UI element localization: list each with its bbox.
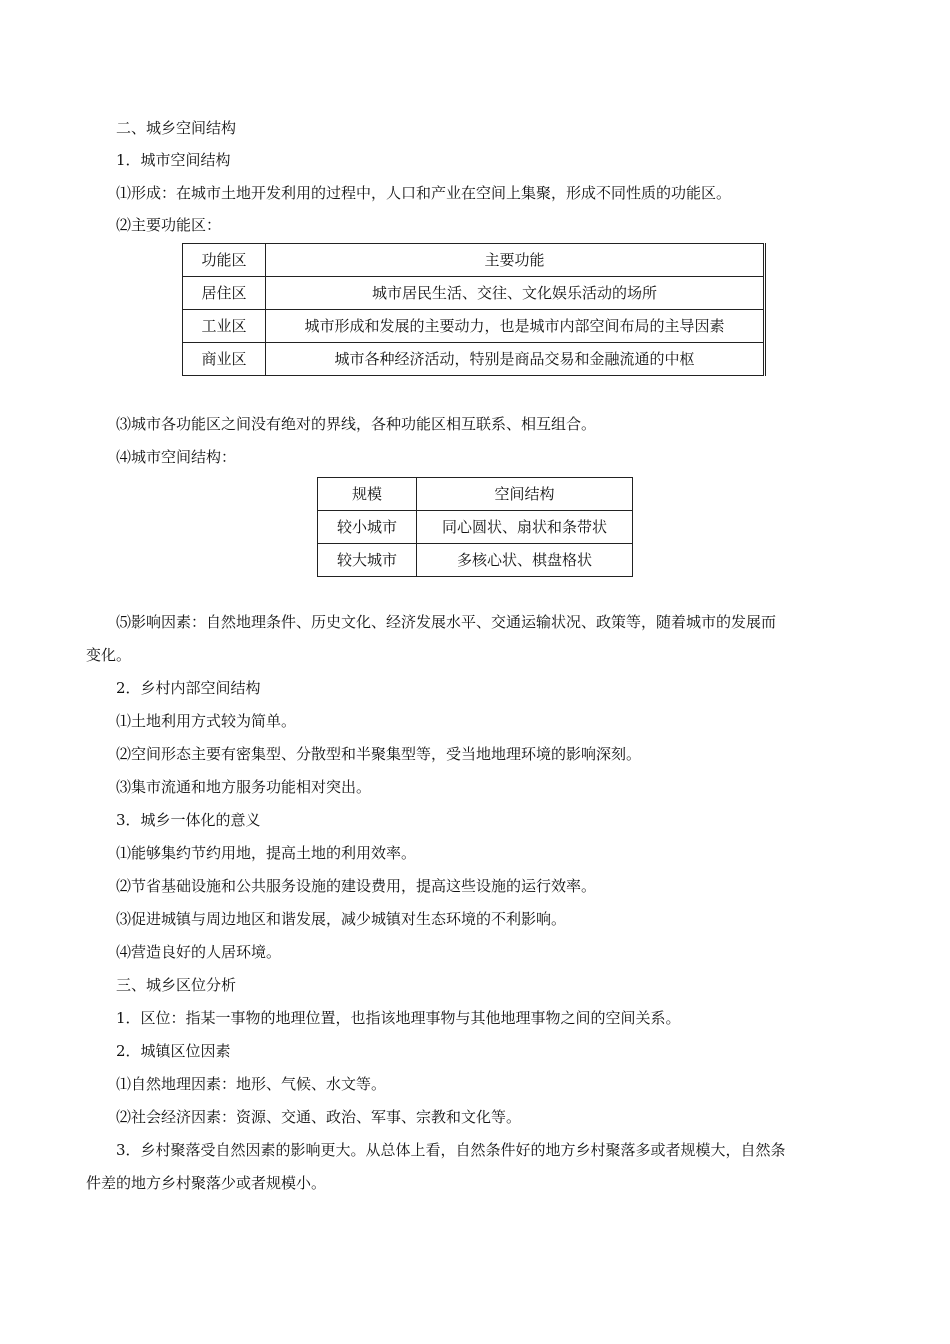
- table-cell: 较大城市: [318, 544, 417, 577]
- table-cell: 多核心状、棋盘格状: [417, 544, 633, 577]
- paragraph: ⑵社会经济因素：资源、交通、政治、军事、宗教和文化等。: [116, 1108, 522, 1126]
- table-row: [183, 343, 765, 376]
- sub-heading: 1．城市空间结构: [116, 151, 231, 169]
- table-cell: 城市居民生活、交往、文化娱乐活动的场所: [266, 277, 765, 310]
- table-cell: 同心圆状、扇状和条带状: [417, 511, 633, 544]
- table-header-cell: 主要功能: [266, 244, 765, 277]
- sub-heading: 2．城镇区位因素: [116, 1042, 231, 1060]
- paragraph: 3．乡村聚落受自然因素的影响更大。从总体上看，自然条件好的地方乡村聚落多或者规模大，自然条: [116, 1141, 786, 1159]
- paragraph: ⑵主要功能区：: [116, 216, 222, 234]
- sub-heading: 3．城乡一体化的意义: [116, 811, 261, 829]
- table-cell: 商业区: [183, 343, 266, 376]
- table-cell: 居住区: [183, 277, 266, 310]
- paragraph: 1．区位：指某一事物的地理位置，也指该地理事物与其他地理事物之间的空间关系。: [116, 1009, 681, 1027]
- table-row: [183, 277, 765, 310]
- table-row: [318, 478, 633, 511]
- table-header-cell: 空间结构: [417, 478, 633, 511]
- table-header-cell: 规模: [318, 478, 417, 511]
- paragraph: ⑶集市流通和地方服务功能相对突出。: [116, 778, 372, 796]
- paragraph: ⑴能够集约节约用地，提高土地的利用效率。: [116, 844, 417, 862]
- table-row: [183, 310, 765, 343]
- table-row: [318, 544, 633, 577]
- paragraph: ⑸影响因素：自然地理条件、历史文化、经济发展水平、交通运输状况、政策等，随着城市的发展而: [116, 613, 777, 631]
- paragraph: ⑶促进城镇与周边地区和谐发展，减少城镇对生态环境的不利影响。: [116, 910, 567, 928]
- table-cell: 城市形成和发展的主要动力，也是城市内部空间布局的主导因素: [266, 310, 765, 343]
- paragraph-continuation: 变化。: [86, 646, 132, 664]
- paragraph: ⑴形成：在城市土地开发利用的过程中，人口和产业在空间上集聚，形成不同性质的功能区。: [116, 184, 732, 202]
- table-cell: 工业区: [183, 310, 266, 343]
- paragraph: ⑵节省基础设施和公共服务设施的建设费用，提高这些设施的运行效率。: [116, 877, 597, 895]
- table-cell: 较小城市: [318, 511, 417, 544]
- section-heading: 三、城乡区位分析: [116, 976, 237, 994]
- paragraph: ⑴自然地理因素：地形、气候、水文等。: [116, 1075, 387, 1093]
- paragraph-continuation: 件差的地方乡村聚落少或者规模小。: [86, 1174, 327, 1192]
- city-structure-table: [317, 477, 633, 577]
- section-heading: 二、城乡空间结构: [116, 119, 237, 137]
- sub-heading: 2．乡村内部空间结构: [116, 679, 261, 697]
- table-row: [183, 244, 765, 277]
- table-cell: 城市各种经济活动，特别是商品交易和金融流通的中枢: [266, 343, 765, 376]
- paragraph: ⑴土地利用方式较为简单。: [116, 712, 297, 730]
- table-header-cell: 功能区: [183, 244, 266, 277]
- paragraph: ⑵空间形态主要有密集型、分散型和半聚集型等，受当地地理环境的影响深刻。: [116, 745, 642, 763]
- function-zone-table: [182, 243, 766, 376]
- paragraph: ⑷营造良好的人居环境。: [116, 943, 282, 961]
- table-row: [318, 511, 633, 544]
- paragraph: ⑶城市各功能区之间没有绝对的界线，各种功能区相互联系、相互组合。: [116, 415, 597, 433]
- paragraph: ⑷城市空间结构：: [116, 448, 237, 466]
